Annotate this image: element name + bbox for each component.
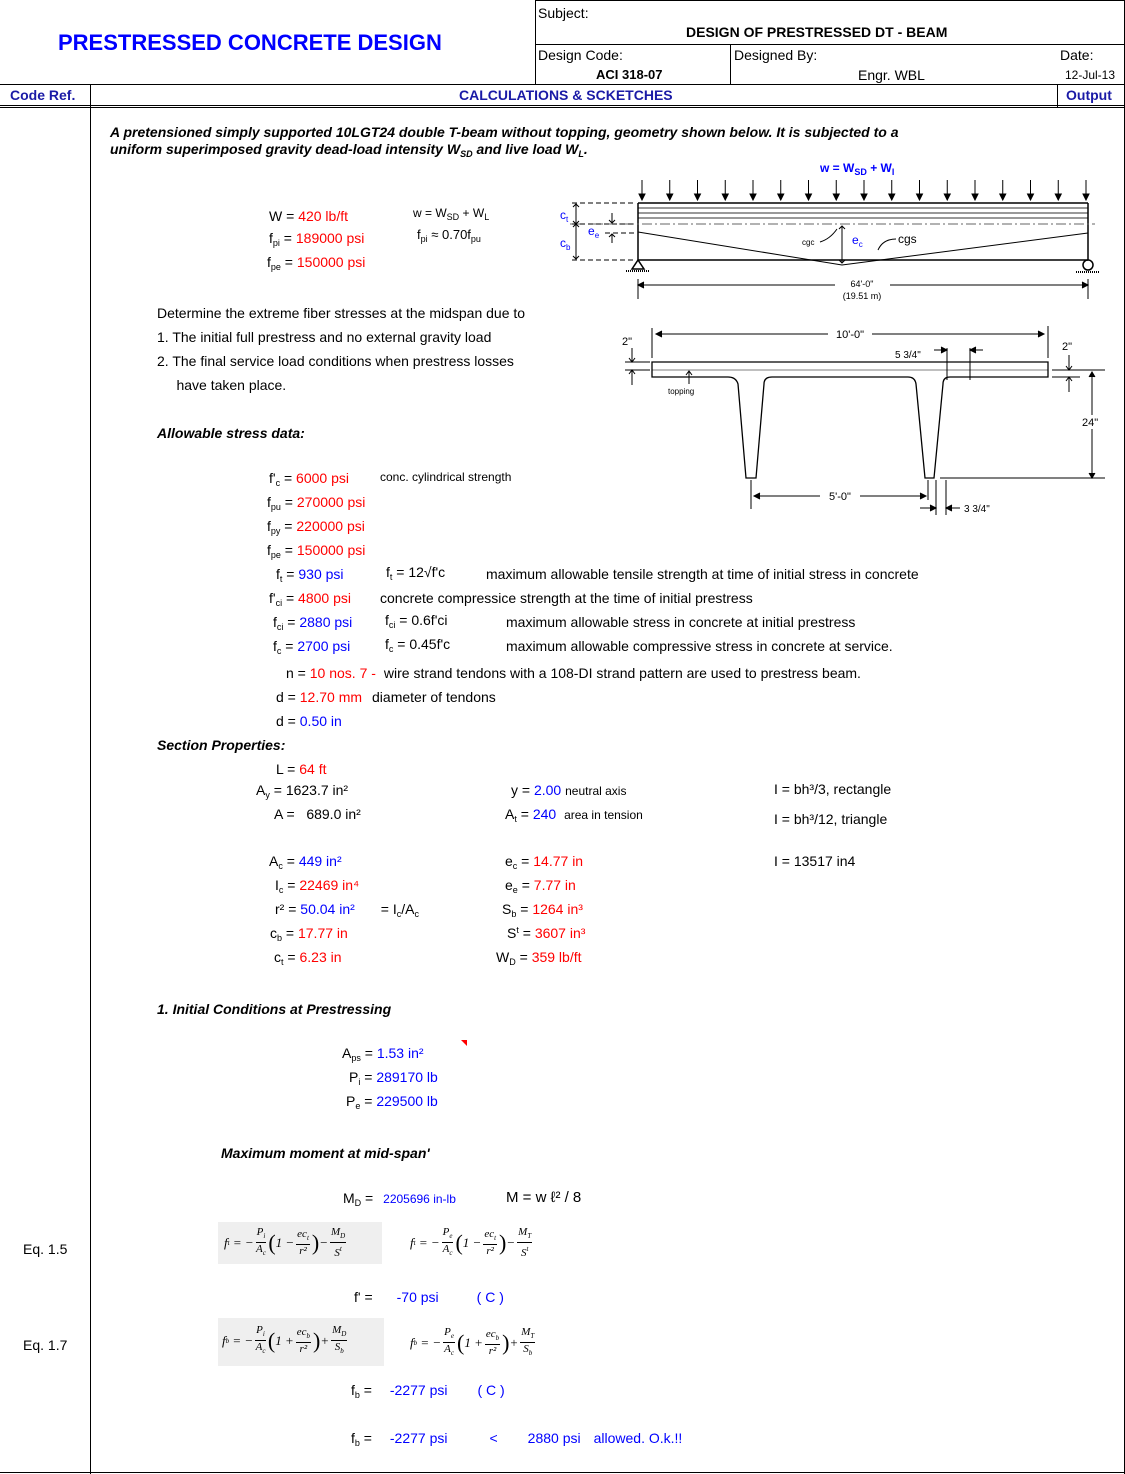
load-arrow-head [806,194,812,200]
allowable-heading: Allowable stress data: [157,425,305,441]
allowable-formula: $f_{ci} = 0.6f'ci$ [385,612,448,630]
flange-right-label: 2" [1062,341,1073,353]
load-arrows [639,180,1089,200]
ee-row: $e_e = 7.77$ in [505,877,576,895]
moment-of-inertia-value: I = 13517 in4 [774,853,856,869]
load-arrow-head [972,194,978,200]
neutral-axis-row: y = 2.00 neutral axis [511,782,627,798]
task-item-2: 2. The final service load conditions when prestress losses [157,353,514,369]
allowable-value: 2700 psi [297,638,351,654]
beam-elevation-diagram [550,175,1110,305]
load-arrow-head [778,194,784,200]
allowable-row: $f_{ci} = 2880$ psi [273,614,353,632]
md-row: $M_D = 2205696$ in-lb [343,1190,456,1208]
section-width-label: 10'-0" [835,329,865,341]
ic-row: $I_c = 22469$ in⁴ [275,877,360,895]
span-label: 64'-0" [850,279,874,289]
allowable-value[interactable]: 270000 psi [296,494,366,510]
span-metric-label: (19.51 m) [842,291,882,301]
load-arrow-head [1028,194,1034,200]
load-arrow-head [1083,194,1089,200]
equation-1-5-initial-image: f t = − $\frac{P_i}{A_c}$ ( 1 − $\frac{ec_t}{\text{r²}}$ ) − $\frac{M_D}{S^t}$ [218,1222,382,1264]
st-row: $S^t = 3607$ in³ [507,925,586,941]
intro-line-2: uniform superimposed gravity dead-load intensity $W_{SD}$ and live load $W_L$. [110,141,588,159]
allowable-description: conc. cylindrical strength [380,470,512,484]
cgc-label: cgc [802,238,815,247]
load-arrow-head [833,194,839,200]
document-title: PRESTRESSED CONCRETE DESIGN [58,30,442,55]
allowable-value[interactable]: 150000 psi [296,542,366,558]
pi-row: $P_i = 289170$ lb [349,1069,438,1087]
load-arrow-head [1000,194,1006,200]
load-arrow-head [722,194,728,200]
allowable-row: $f'_{ci} = 4800$ psi [269,590,351,608]
allowable-row: $f_t = 930$ psi [276,566,344,584]
load-arrow-head [639,194,645,200]
equation-1-7-initial-image: f b = − $\frac{P_i}{A_c}$ ( 1 + $\frac{ec_b}{\text{r²}}$ ) + $\frac{M_D}{S_b}$ [218,1318,384,1366]
allowable-row: $f_{py} = 220000$ psi [267,518,365,536]
allowable-value: 930 psi [298,566,344,582]
span-length-value[interactable]: 64 ft [299,761,327,777]
allowable-row: $f'_c = 6000$ psi [269,470,349,488]
check-verdict: allowed. O.k.!! [593,1430,683,1446]
designed-by-label: Designed By: [734,47,818,63]
ct-label: $c_t$ [560,208,569,224]
design-code-label: Design Code: [538,47,623,63]
task-item-1: 1. The initial full prestress and no external gravity load [157,329,492,345]
roller-support [1083,260,1093,270]
moment-heading: Maximum moment at mid-span' [221,1145,430,1161]
equation-1-5-service: f t = − $\frac{P_e}{A_c}$ ( 1 − $\frac{ec_t}{\text{r²}}$ ) − $\frac{M_T}{S^t}$ [410,1226,532,1259]
equation-1-7-service: f b = − $\frac{P_e}{A_c}$ ( 1 + $\frac{ec_b}{\text{r²}}$ ) + $\frac{M_T}{S_b}$ [410,1326,535,1357]
task-item-2-cont: have taken place. [157,377,287,393]
load-arrow-head [1055,194,1061,200]
tendon-dia-mm-row: d = 12.70 mm diameter of tendons [276,689,496,705]
ct-row: $c_t = 6.23$ in [274,949,342,967]
date-value: 12-Jul-13 [1065,68,1116,82]
load-arrow-head [861,194,867,200]
fpe-value[interactable]: 150000 psi [296,254,366,270]
allowable-value[interactable]: 220000 psi [296,518,365,534]
allowable-row: $f_{pu} = 270000$ psi [267,494,366,512]
date-label: Date: [1060,47,1094,63]
section-properties-heading: Section Properties: [157,737,286,753]
comment-indicator-icon[interactable] [461,1040,467,1046]
allowable-value: 2880 psi [299,614,353,630]
tendon-count-row: n = 10 nos. 7 - wire strand tendons with a 108-DI strand pattern are used to prestress beam. [286,665,861,681]
eq-ref-1-7: Eq. 1.7 [23,1337,68,1353]
load-arrow-head [750,194,756,200]
stem-spacing-label: 5'-0" [829,491,851,503]
column-header-calculations: CALCULATIONS & SCKETCHES [459,87,673,103]
load-w-value[interactable]: 420 lb/ft [298,208,349,224]
ec-row: $e_c = 14.77$ in [505,853,584,871]
bottom-fiber-check-row: $f_b = -2277$ psi < 2880 psi allowed. O.k.!! [351,1430,683,1448]
tendon-count-value[interactable]: 10 nos. 7 - [309,665,376,681]
cgs-label: cgs [898,232,917,246]
column-header-code-ref: Code Ref. [10,87,76,103]
design-code-value: ACI 318-07 [596,67,663,82]
load-w-row: W = 420 lb/ft [269,208,349,224]
allowable-description: concrete compressice strength at the time of initial prestress [380,590,753,606]
load-arrow-head [667,194,673,200]
wd-row: $W_D = 359$ lb/ft [496,949,582,967]
fpi-row: $f_{pi} = 189000$ psi [269,230,365,248]
bottom-fiber-stress-row: $f_b = -2277$ psi ( C ) [351,1382,505,1400]
load-arrow-head [917,194,923,200]
ac-row: $A_c = 449$ in² [269,853,342,871]
sb-row: $S_b = 1264$ in³ [502,901,583,919]
cb-row: $c_b = 17.77$ in [270,925,348,943]
subject-label: Subject: [538,5,589,21]
column-header-output: Output [1066,87,1112,103]
allowable-row: $f_c = 2700$ psi [273,638,351,656]
initial-conditions-heading: 1. Initial Conditions at Prestressing [157,1001,392,1017]
fpe-row: $f_{pe} = 150000$ psi [267,254,366,272]
w-formula: $w = W_{SD} + W_L$ [413,206,490,222]
area-tension-row: $A_t = 240$ area in tension [505,806,643,824]
allowable-description: maximum allowable stress in concrete at initial prestress [506,614,856,630]
pe-row: $P_e = 229500$ lb [346,1093,438,1111]
load-arrow-head [889,194,895,200]
task-intro: Determine the extreme fiber stresses at the midspan due to [157,305,526,321]
allowable-description: maximum allowable compressive stress in concrete at service. [506,638,893,654]
depth-label: 24" [1082,417,1099,429]
area-row: A = 689.0 in² [274,806,361,822]
web-bottom-label: 3 3/4" [964,504,990,515]
ee-label: $e_e$ [588,224,600,240]
inertia-rectangle-note: I = bh³/3, rectangle [774,781,892,797]
fpi-formula: $f_{pi} \approx 0.70f_{pu}$ [417,227,481,244]
tendon-dia-in-row: d = 0.50 in [276,713,342,729]
ec-label: $e_c$ [852,233,863,249]
designed-by-value: Engr. WBL [858,67,925,83]
allowable-formula: $f_t = 12√f'c$ [386,564,446,582]
topping-label: topping [668,387,695,396]
allowable-formula: $f_c = 0.45f'c$ [385,636,451,654]
aps-row: $A_{ps} = 1.53$ in² [342,1045,424,1063]
flange-left-label: 2" [622,336,633,348]
eq-ref-1-5: Eq. 1.5 [23,1241,68,1257]
subject-value: DESIGN OF PRESTRESSED DT - BEAM [686,24,948,40]
moment-formula: M = w ℓ² / 8 [506,1189,582,1206]
allowable-row: $f_{pe} = 150000$ psi [267,542,366,560]
span-length-row: L = 64 ft [276,761,327,777]
pin-support [632,260,644,269]
fpi-value[interactable]: 189000 psi [295,230,365,246]
intro-line-1: A pretensioned simply supported 10LGT24 double T-beam without topping, geometry shown below. It is subjected to a [110,124,899,140]
load-arrow-head [944,194,950,200]
load-arrow-head [695,194,701,200]
allowable-description: maximum allowable tensile strength at time of initial stress in concrete [486,566,919,582]
inertia-triangle-note: I = bh³/12, triangle [774,811,888,827]
allowable-value[interactable]: 4800 psi [298,590,351,606]
load-label: $w = W_{SD} + W_l$ [820,161,895,177]
web-top-label: 5 3/4" [895,350,921,361]
r2-row: r² = 50.04 $in^2 = I_c/A_c$ [275,901,419,919]
top-fiber-stress-row: f' = -70 psi ( C ) [354,1289,504,1305]
double-tee-section-diagram [610,320,1110,520]
ay-row: $A_y = 1623.7$ in² [256,782,349,800]
allowable-value[interactable]: 6000 psi [296,470,349,486]
cb-label: $c_b$ [560,236,571,252]
tendon-dia-mm-value[interactable]: 12.70 mm [299,689,363,705]
double-tee-outline [652,362,1048,478]
